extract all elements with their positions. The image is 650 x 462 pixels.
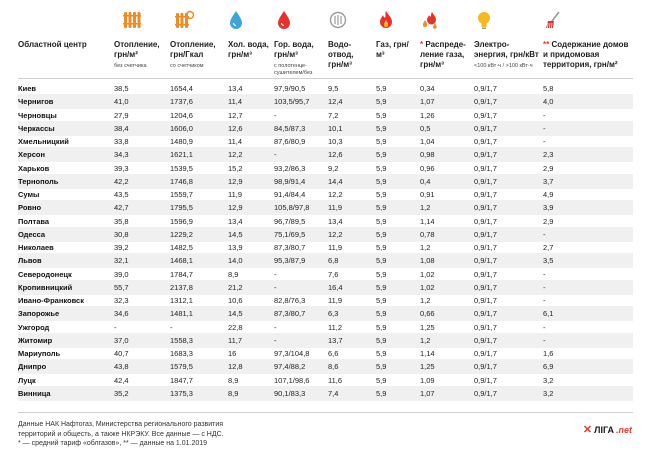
cell-city: Сумы bbox=[18, 190, 40, 199]
table-cell: 13,4 bbox=[228, 216, 243, 226]
table-cell: 11,9 bbox=[328, 243, 343, 252]
table-cell: 0,9/1,7 bbox=[474, 163, 497, 173]
cell-city: Винница bbox=[18, 388, 51, 398]
broom-icon bbox=[543, 9, 563, 31]
table-cell: 5,9 bbox=[376, 203, 387, 213]
table-cell: 1229,2 bbox=[170, 229, 193, 239]
table-cell: 32,3 bbox=[114, 296, 129, 305]
cell-city: Чернигов bbox=[18, 97, 54, 107]
table-cell: 6,6 bbox=[328, 349, 339, 358]
table-cell: 0,91 bbox=[420, 190, 435, 199]
table-cell: 1,14 bbox=[420, 216, 435, 226]
table-cell: 1746,8 bbox=[170, 176, 193, 186]
table-cell: 11,9 bbox=[228, 190, 243, 199]
table-cell: - bbox=[114, 322, 117, 332]
cell-city: Северодонецк bbox=[18, 269, 72, 279]
table-cell: 1559,7 bbox=[170, 190, 193, 199]
table-cell: - bbox=[543, 269, 546, 279]
lightbulb-icon bbox=[474, 9, 494, 31]
table-cell: 42,7 bbox=[114, 203, 129, 213]
table-cell: 12,6 bbox=[228, 123, 243, 133]
table-cell: - bbox=[170, 322, 173, 332]
header-col-maintenance bbox=[543, 40, 635, 70]
table-cell: 1784,7 bbox=[170, 269, 193, 279]
table-cell: 5,9 bbox=[376, 163, 387, 173]
footer-line: * — средний тариф «облгазов», ** — данные на 1.01.2019 bbox=[18, 440, 208, 447]
table-cell: 0,34 bbox=[420, 84, 435, 93]
cell-city: Мариуполь bbox=[18, 349, 61, 358]
table-cell: 84,5/87,3 bbox=[274, 123, 306, 133]
table-cell: 11,9 bbox=[328, 203, 343, 213]
table-cell: 5,9 bbox=[376, 84, 387, 93]
table-cell: 1312,1 bbox=[170, 296, 193, 305]
table-cell: 0,9/1,7 bbox=[474, 123, 497, 133]
header-col-gas bbox=[376, 40, 416, 60]
asterisk-mark: * bbox=[420, 40, 424, 49]
table-cell: 14,0 bbox=[228, 256, 243, 266]
table-cell: 33,8 bbox=[114, 137, 129, 146]
table-cell: 1,04 bbox=[420, 137, 435, 146]
table-cell: 5,9 bbox=[376, 229, 387, 239]
table-cell: 43,8 bbox=[114, 362, 129, 372]
table-cell: 1539,5 bbox=[170, 163, 193, 173]
logo-suffix: .net bbox=[615, 424, 632, 435]
table-cell: 39,3 bbox=[114, 163, 129, 173]
table-cell: 5,9 bbox=[376, 110, 387, 120]
cell-city: Запорожье bbox=[18, 309, 60, 319]
table-cell: 8,9 bbox=[228, 269, 239, 279]
table-cell: 16,4 bbox=[328, 282, 343, 292]
header-col-label: Гор. вода, грн/м³ bbox=[274, 40, 314, 59]
table-cell: 12,9 bbox=[228, 176, 243, 186]
table-cell: 0,9/1,7 bbox=[474, 243, 497, 252]
table-cell: - bbox=[543, 123, 546, 133]
cell-city: Харьков bbox=[18, 163, 50, 173]
table-cell: 0,78 bbox=[420, 229, 435, 239]
table-cell: 0,66 bbox=[420, 309, 435, 319]
table-cell: 43,5 bbox=[114, 190, 129, 199]
asterisk-mark: ** bbox=[543, 40, 550, 49]
table-cell: 2,9 bbox=[543, 163, 554, 173]
table-cell: 39,0 bbox=[114, 269, 129, 279]
table-cell: 1,07 bbox=[420, 97, 435, 107]
table-cell: 11,7 bbox=[228, 335, 243, 345]
table-cell: 0,9/1,7 bbox=[474, 190, 497, 199]
cell-city: Тернополь bbox=[18, 176, 59, 186]
header-col-sub: с полотенце-сушителем/без bbox=[274, 63, 313, 76]
table-cell: 9,5 bbox=[328, 84, 339, 93]
table-cell: 5,9 bbox=[376, 269, 387, 279]
table-cell: 0,9/1,7 bbox=[474, 216, 497, 226]
header-col-label: Водо-отвод, грн/м³ bbox=[328, 40, 354, 69]
header-col-hot-water bbox=[274, 40, 328, 77]
table-cell: - bbox=[543, 137, 546, 146]
radiator-icon bbox=[122, 9, 142, 31]
table-cell: 5,9 bbox=[376, 335, 387, 345]
table-cell: 42,2 bbox=[114, 176, 129, 186]
table-cell: 11,4 bbox=[228, 97, 243, 107]
table-cell: 14,5 bbox=[228, 229, 243, 239]
table-cell: 87,3/80,7 bbox=[274, 309, 306, 319]
table-cell: 5,9 bbox=[376, 282, 387, 292]
logo-mark-icon: ✕ bbox=[582, 424, 593, 436]
table-cell: 12,7 bbox=[228, 110, 243, 120]
table-cell: 0,96 bbox=[420, 163, 435, 173]
table-cell: 0,9/1,7 bbox=[474, 84, 497, 93]
table-cell: 1654,4 bbox=[170, 84, 193, 93]
cell-city: Николаев bbox=[18, 243, 54, 252]
table-cell: 12,9 bbox=[228, 203, 243, 213]
table-cell: 3,2 bbox=[543, 388, 554, 398]
table-cell: 37,0 bbox=[114, 335, 129, 345]
table-cell: 0,4 bbox=[420, 176, 431, 186]
table-cell: 5,9 bbox=[376, 243, 387, 252]
table-cell: - bbox=[274, 335, 277, 345]
gas-distribution-icon bbox=[420, 9, 440, 31]
table-cell: 1,25 bbox=[420, 362, 435, 372]
table-cell: 1579,5 bbox=[170, 362, 193, 372]
header-col-drain bbox=[328, 40, 368, 70]
table-cell: 107,1/98,6 bbox=[274, 375, 310, 385]
table-cell: 0,9/1,7 bbox=[474, 349, 497, 358]
table-cell: 1,26 bbox=[420, 110, 435, 120]
table-cell: 0,9/1,7 bbox=[474, 137, 497, 146]
table-cell: 96,7/89,5 bbox=[274, 216, 306, 226]
table-cell: 1,09 bbox=[420, 375, 435, 385]
header-city bbox=[18, 40, 108, 50]
table-cell: 0,9/1,7 bbox=[474, 97, 497, 107]
cell-city: Ровно bbox=[18, 203, 42, 213]
cold-water-drop-icon bbox=[226, 9, 246, 31]
table-cell: 3,5 bbox=[543, 256, 554, 266]
table-cell: 5,9 bbox=[376, 375, 387, 385]
table-cell: 1,2 bbox=[420, 296, 431, 305]
radiator-meter-icon bbox=[174, 9, 194, 31]
table-cell: 9,2 bbox=[328, 163, 339, 173]
table-cell: 3,7 bbox=[543, 176, 554, 186]
table-cell: - bbox=[543, 322, 546, 332]
table-cell: 0,9/1,7 bbox=[474, 110, 497, 120]
hot-water-drop-icon bbox=[274, 9, 294, 31]
table-cell: 1,02 bbox=[420, 282, 435, 292]
table-cell: 0,98 bbox=[420, 150, 435, 160]
table-cell: 97,9/90,5 bbox=[274, 84, 306, 93]
table-cell: - bbox=[543, 335, 546, 345]
table-cell: 12,2 bbox=[328, 190, 343, 199]
cell-city: Ивано-Франковск bbox=[18, 296, 84, 305]
cell-city: Ужгород bbox=[18, 322, 50, 332]
table-cell: 0,9/1,7 bbox=[474, 150, 497, 160]
cell-city: Днипро bbox=[18, 362, 47, 372]
table-cell: 35,2 bbox=[114, 388, 129, 398]
table-cell: 5,8 bbox=[543, 84, 554, 93]
table-cell: 55,7 bbox=[114, 282, 129, 292]
table-cell: 13,4 bbox=[228, 84, 243, 93]
table-cell: 1847,7 bbox=[170, 375, 193, 385]
table-cell: 1558,3 bbox=[170, 335, 193, 345]
header-col-heating bbox=[114, 40, 166, 70]
header-col-label: Отопление, грн/м² bbox=[114, 40, 160, 59]
table-cell: 1204,6 bbox=[170, 110, 193, 120]
table-cell: 97,4/88,2 bbox=[274, 362, 306, 372]
header-col-label: Отопление, грн/Гкал bbox=[170, 40, 216, 59]
table-cell: 0,9/1,7 bbox=[474, 282, 497, 292]
table-cell: 5,9 bbox=[376, 137, 387, 146]
table-cell: 14,5 bbox=[228, 309, 243, 319]
liga-logo[interactable] bbox=[583, 423, 632, 436]
table-cell: 0,9/1,7 bbox=[474, 309, 497, 319]
header-col-electricity bbox=[474, 40, 540, 70]
table-cell: - bbox=[543, 282, 546, 292]
table-cell: 87,3/80,7 bbox=[274, 243, 306, 252]
table-cell: 1,6 bbox=[543, 349, 554, 358]
table-cell: - bbox=[274, 282, 277, 292]
table-cell: 22,8 bbox=[228, 322, 243, 332]
table-cell: 40,7 bbox=[114, 349, 129, 358]
table-cell: 11,9 bbox=[328, 296, 343, 305]
table-cell: 4,9 bbox=[543, 190, 554, 199]
table-cell: 0,9/1,7 bbox=[474, 362, 497, 372]
table-cell: 27,9 bbox=[114, 110, 129, 120]
table-cell: 7,4 bbox=[328, 388, 339, 398]
table-cell: 5,9 bbox=[376, 322, 387, 332]
header-col-gas-distribution bbox=[420, 40, 472, 70]
header-col-cold-water bbox=[228, 40, 272, 60]
table-cell: 0,9/1,7 bbox=[474, 256, 497, 266]
cell-city: Одесса bbox=[18, 229, 46, 239]
table-cell: 39,2 bbox=[114, 243, 129, 252]
header-col-heating-meter bbox=[170, 40, 226, 70]
footer-divider bbox=[18, 412, 633, 413]
table-cell: 0,9/1,7 bbox=[474, 229, 497, 239]
table-cell: 5,9 bbox=[376, 123, 387, 133]
table-cell: 5,9 bbox=[376, 190, 387, 199]
table-cell: 42,4 bbox=[114, 375, 129, 385]
table-cell: - bbox=[274, 110, 277, 120]
cell-city: Кропивницкий bbox=[18, 282, 73, 292]
table-cell: 16 bbox=[228, 349, 237, 358]
cell-city: Киев bbox=[18, 84, 36, 93]
table-cell: 1481,1 bbox=[170, 309, 193, 319]
table-cell: 0,9/1,7 bbox=[474, 176, 497, 186]
table-cell: 2,3 bbox=[543, 150, 554, 160]
table-cell: 5,9 bbox=[376, 150, 387, 160]
table-cell: 1468,1 bbox=[170, 256, 193, 266]
table-cell: 1,2 bbox=[420, 335, 431, 345]
table-cell: 13,4 bbox=[328, 216, 343, 226]
table-cell: 0,9/1,7 bbox=[474, 388, 497, 398]
table-cell: 38,4 bbox=[114, 123, 129, 133]
table-cell: 91,4/84,4 bbox=[274, 190, 306, 199]
table-cell: 3,2 bbox=[543, 375, 554, 385]
table-cell: 98,9/91,4 bbox=[274, 176, 306, 186]
table-cell: 1,25 bbox=[420, 322, 435, 332]
table-cell: 1375,3 bbox=[170, 388, 193, 398]
table-cell: 12,4 bbox=[328, 97, 343, 107]
table-cell: 1,14 bbox=[420, 349, 435, 358]
table-cell: 7,2 bbox=[328, 110, 339, 120]
table-cell: 12,2 bbox=[328, 229, 343, 239]
table-cell: 1737,6 bbox=[170, 97, 193, 107]
table-cell: 3,9 bbox=[543, 203, 554, 213]
table-cell: 1,2 bbox=[420, 243, 431, 252]
table-cell: 103,5/95,7 bbox=[274, 97, 310, 107]
table-cell: 82,8/76,3 bbox=[274, 296, 306, 305]
table-cell: 5,9 bbox=[376, 309, 387, 319]
table-cell: 4,0 bbox=[543, 97, 554, 107]
logo-prefix: ЛIГА bbox=[594, 424, 614, 435]
table-cell: 6,1 bbox=[543, 309, 554, 319]
table-cell: 0,9/1,7 bbox=[474, 335, 497, 345]
cell-city: Херсон bbox=[18, 150, 46, 160]
table-cell: 32,1 bbox=[114, 256, 129, 266]
header-col-sub: <100 кВт·ч / >100 кВт·ч bbox=[474, 63, 533, 69]
header-col-label: Электро-энергия, грн/кВт bbox=[474, 40, 539, 59]
table-cell: 38,5 bbox=[114, 84, 129, 93]
table-cell: 1482,5 bbox=[170, 243, 193, 252]
header-col-sub: без счетчика bbox=[114, 63, 147, 69]
table-cell: 87,6/80,9 bbox=[274, 137, 306, 146]
table-cell: - bbox=[543, 296, 546, 305]
table-cell: 5,9 bbox=[376, 362, 387, 372]
table-cell: 93,2/86,3 bbox=[274, 163, 306, 173]
table-cell: 90,1/83,3 bbox=[274, 388, 306, 398]
table-cell: 2137,8 bbox=[170, 282, 193, 292]
table-cell: 1606,0 bbox=[170, 123, 193, 133]
footer-notes bbox=[18, 420, 378, 449]
table-cell: 97,3/104,8 bbox=[274, 349, 310, 358]
table-cell: 75,1/69,5 bbox=[274, 229, 306, 239]
table-cell: 34,6 bbox=[114, 309, 129, 319]
cell-city: Житомир bbox=[18, 335, 53, 345]
table-cell: 13,7 bbox=[328, 335, 343, 345]
table-cell: 1480,9 bbox=[170, 137, 193, 146]
table-cell: 8,9 bbox=[228, 388, 239, 398]
table-cell: 2,9 bbox=[543, 216, 554, 226]
table-cell: 41,0 bbox=[114, 97, 129, 107]
footer-line: Данные НАК Нафтогаз, Министерства регионального развития bbox=[18, 421, 224, 428]
table-cell: 2,7 bbox=[543, 243, 554, 252]
table-cell: 1683,3 bbox=[170, 349, 193, 358]
table-cell: 1621,1 bbox=[170, 150, 193, 160]
table-row bbox=[18, 386, 633, 401]
table-cell: 0,9/1,7 bbox=[474, 269, 497, 279]
table-cell: 5,9 bbox=[376, 97, 387, 107]
table-cell: 10,1 bbox=[328, 123, 343, 133]
table-cell: 5,9 bbox=[376, 176, 387, 186]
table-cell: 15,2 bbox=[228, 163, 243, 173]
header-divider bbox=[18, 78, 633, 79]
table-cell: 14,4 bbox=[328, 176, 343, 186]
table-cell: 95,3/87,9 bbox=[274, 256, 306, 266]
table-cell: 0,9/1,7 bbox=[474, 375, 497, 385]
table-cell: 6,8 bbox=[328, 256, 339, 266]
table-cell: 1,2 bbox=[420, 203, 431, 213]
table-cell: 0,9/1,7 bbox=[474, 203, 497, 213]
cell-city: Черновцы bbox=[18, 110, 57, 120]
table-cell: 34,3 bbox=[114, 150, 129, 160]
table-cell: 5,9 bbox=[376, 216, 387, 226]
table-cell: 11,4 bbox=[228, 137, 243, 146]
cell-city: Черкассы bbox=[18, 123, 55, 133]
cell-city: Полтава bbox=[18, 216, 50, 226]
table-header bbox=[0, 0, 650, 80]
table-cell: 1,07 bbox=[420, 388, 435, 398]
header-col-label: Содержание домов и придомовая территория, грн/м² bbox=[543, 40, 629, 69]
header-col-label: Газ, грн/м³ bbox=[376, 40, 409, 59]
table-cell: 0,9/1,7 bbox=[474, 296, 497, 305]
table-cell: - bbox=[543, 110, 546, 120]
table-cell: 13,9 bbox=[228, 243, 243, 252]
table-cell: 12,2 bbox=[228, 150, 243, 160]
table-cell: 1,02 bbox=[420, 269, 435, 279]
table-cell: 5,9 bbox=[376, 349, 387, 358]
header-col-label: Хол. вода, грн/м³ bbox=[228, 40, 269, 59]
table-cell: - bbox=[274, 150, 277, 160]
table-cell: 11,6 bbox=[328, 375, 343, 385]
table-cell: 10,3 bbox=[328, 137, 343, 146]
table-cell: 35,8 bbox=[114, 216, 129, 226]
gas-flame-icon bbox=[376, 9, 396, 31]
table-cell: 8,9 bbox=[228, 375, 239, 385]
cell-city: Львов bbox=[18, 256, 42, 266]
table-cell: 8,6 bbox=[328, 362, 339, 372]
table-cell: 0,5 bbox=[420, 123, 431, 133]
cell-city: Хмельницкий bbox=[18, 137, 69, 146]
table-cell: 30,8 bbox=[114, 229, 129, 239]
table-cell: 12,6 bbox=[328, 150, 343, 160]
table-cell: 6,9 bbox=[543, 362, 554, 372]
table-cell: 1795,5 bbox=[170, 203, 193, 213]
table-cell: 6,3 bbox=[328, 309, 339, 319]
table-cell: 11,2 bbox=[328, 322, 343, 332]
table-cell: 5,9 bbox=[376, 388, 387, 398]
table-cell: 0,9/1,7 bbox=[474, 322, 497, 332]
table-cell: - bbox=[274, 269, 277, 279]
table-cell: 5,9 bbox=[376, 296, 387, 305]
footer-line: территорий и общесть, а также НКРЭКУ. Все данные — с НДС. bbox=[18, 430, 224, 438]
table-cell: - bbox=[543, 229, 546, 239]
table-cell: 21,2 bbox=[228, 282, 243, 292]
table-cell: 1596,9 bbox=[170, 216, 193, 226]
header-col-label: Распреде-ление газа, грн/м³ bbox=[420, 40, 466, 69]
header-col-sub: со счетчиком bbox=[170, 63, 204, 69]
table-cell: 10,6 bbox=[228, 296, 243, 305]
cell-city: Луцк bbox=[18, 375, 36, 385]
table-cell: 12,8 bbox=[228, 362, 243, 372]
header-city-label: Областной центр bbox=[18, 40, 87, 49]
table-cell: 7,6 bbox=[328, 269, 339, 279]
table-cell: 105,8/97,8 bbox=[274, 203, 310, 213]
table-cell: - bbox=[274, 322, 277, 332]
table-cell: 1,08 bbox=[420, 256, 435, 266]
drain-icon bbox=[328, 9, 348, 31]
table-cell: 5,9 bbox=[376, 256, 387, 266]
